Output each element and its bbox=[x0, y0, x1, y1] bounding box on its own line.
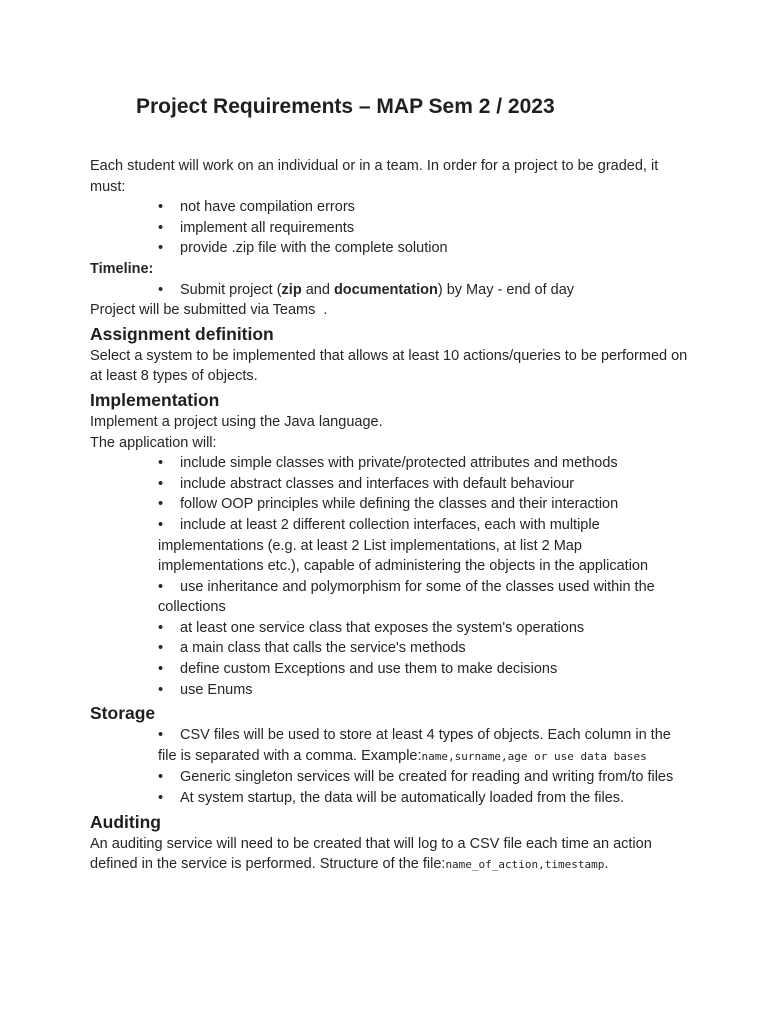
list-item: • use inheritance and polymorphism for some of the classes used within the collections bbox=[158, 577, 690, 618]
page-title: Project Requirements – MAP Sem 2 / 2023 bbox=[136, 95, 555, 118]
list-item: • use Enums bbox=[158, 680, 690, 701]
documentation-text: documentation bbox=[333, 281, 438, 298]
list-item: • a main class that calls the service's methods bbox=[158, 638, 690, 659]
list-item: • follow OOP principles while defining the classes and their interaction bbox=[158, 494, 690, 515]
auditing-description: An auditing service will need to be created that will log to a CSV file each time an action defined in the service is performed. Structure of the file: bbox=[90, 835, 652, 873]
auditing-heading: Auditing bbox=[90, 811, 161, 832]
list-item: • define custom Exceptions and use them to make decisions bbox=[158, 659, 690, 680]
implementation-line-1: Implement a project using the Java language. bbox=[90, 413, 383, 430]
implementation-line-2: The application will: bbox=[90, 434, 217, 451]
list-item: • not have compilation errors bbox=[158, 197, 690, 218]
storage-heading: Storage bbox=[90, 703, 156, 724]
list-item bbox=[158, 280, 690, 301]
csv-example-code: name,surname,age or use data bases bbox=[421, 749, 647, 763]
implementation-heading: Implementation bbox=[90, 389, 220, 410]
audit-structure-code: name_of_action,timestamp bbox=[445, 858, 605, 872]
assignment-heading: Assignment definition bbox=[90, 323, 274, 344]
timeline-label: Timeline: bbox=[90, 260, 154, 277]
submission-note: Project will be submitted via Teams . bbox=[90, 302, 328, 319]
list-item: • at least one service class that exposes the system's operations bbox=[158, 618, 690, 639]
list-item: • include abstract classes and interfaces with default behaviour bbox=[158, 474, 690, 495]
assignment-text: Select a system to be implemented that allows at least 10 actions/queries to be performed on at least 8 types of objects. bbox=[90, 347, 688, 385]
auditing-end: . bbox=[604, 856, 609, 873]
list-item: • include at least 2 different collection interfaces, each with multiple implementations (e.g. at least 2 List implementations, at list 2 Map implementations etc.), capable of administering the objects in the application bbox=[158, 515, 690, 577]
timeline-and: and bbox=[301, 281, 334, 298]
document-body bbox=[90, 156, 690, 876]
auditing-text bbox=[90, 834, 690, 876]
storage-list bbox=[90, 725, 690, 808]
list-item bbox=[158, 725, 690, 767]
intro-paragraph: Each student will work on an individual or in a team. In order for a project to be graded, it must: bbox=[90, 158, 659, 195]
storage-item-1-text: CSV files will be used to store at least 4 types of objects. Each column in the file is separated with a comma. Example: bbox=[158, 727, 671, 764]
list-item: • implement all requirements bbox=[158, 218, 690, 239]
implementation-list bbox=[90, 453, 690, 700]
zip-text: zip bbox=[281, 281, 302, 298]
timeline-suffix: ) by May - end of day bbox=[437, 281, 575, 298]
timeline-prefix: Submit project ( bbox=[180, 281, 282, 298]
list-item: • provide .zip file with the complete solution bbox=[158, 238, 690, 259]
list-item: • include simple classes with private/protected attributes and methods bbox=[158, 453, 690, 474]
list-item: • Generic singleton services will be created for reading and writing from/to files bbox=[158, 767, 690, 788]
requirements-list bbox=[90, 197, 690, 259]
list-item: • At system startup, the data will be automatically loaded from the files. bbox=[158, 788, 690, 809]
timeline-list bbox=[90, 280, 690, 301]
